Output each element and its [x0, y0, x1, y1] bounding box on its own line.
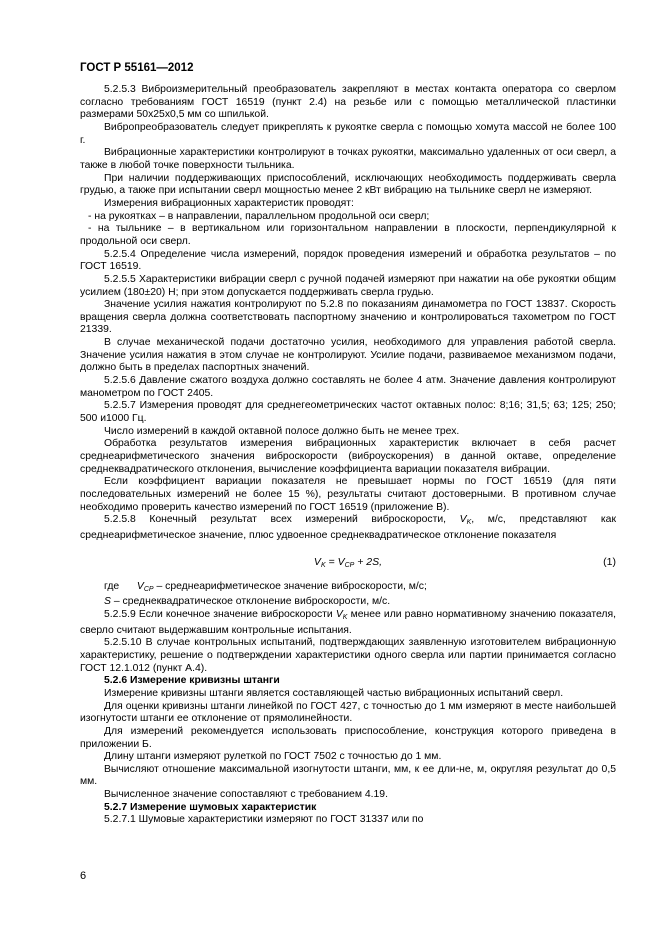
- paragraph: При наличии поддерживающих приспособлений, исключающих необходимость поддерживать сверла грудью, а также при испытании сверл мощностью менее 2 кВт вибрацию на тыльнике сверл не измеряют.: [80, 172, 616, 197]
- paragraph: 5.2.5.4 Определение числа измерений, порядок проведения измерений и обработка результатов – по ГОСТ 16519.: [80, 248, 616, 273]
- paragraph: Длину штанги измеряют рулеткой по ГОСТ 7502 с точностью до 1 мм.: [104, 751, 442, 763]
- definition-vcp: где $V_{CP}$ – среднеарифметическое значение виброскорости, м/с;: [104, 580, 427, 593]
- formula-1: [80, 551, 616, 575]
- formula-expression: $V_K = V_{CP} + 2S$,: [313, 555, 383, 569]
- paragraph: В случае механической подачи достаточно усилия, необходимого для управления работой сверла. Значение усилия нажатия в этом случае не контролируют. Усилие подачи, развиваемое механизмом подачи, должно быть в пределах паспортных значений.: [80, 337, 616, 374]
- formula-number: (1): [603, 555, 616, 568]
- paragraph: Вычисленное значение сопоставляют с требованием 4.19.: [104, 789, 388, 801]
- list-item: - на тыльнике – в вертикальном или горизонтальном направлении в плоскости, перпендикулярной к продольной оси сверл.: [80, 223, 616, 247]
- paragraph: Вибрационные характеристики контролируют в точках рукоятки, максимально удаленных от оси сверл, а также в любой точке поверхности тыльника.: [80, 147, 616, 171]
- paragraph-text: , м/с, представляют как среднеарифметическое значение, плюс удвоенное среднеквадратическое отклонение показателя: [80, 514, 616, 541]
- paragraph: 5.2.5.9 Если конечное значение виброскорости $V_K$ менее или равно нормативному значению показателя, сверло считают выдержавшим контрольные испытания.: [80, 608, 617, 636]
- list-item: - на рукоятках – в направлении, параллельном продольной оси сверл;: [88, 210, 430, 222]
- paragraph: Измерения вибрационных характеристик проводят:: [104, 197, 354, 209]
- definition-s: S – среднеквадратическое отклонение виброскорости, м/с.: [104, 596, 391, 608]
- formula-definitions: [80, 581, 616, 609]
- paragraph: Значение усилия нажатия контролируют по 5.2.8 по показаниям динамометра по ГОСТ 13837. Скорость вращения сверла должна соответствовать паспортному значению и контролироваться тахометром по ГОСТ 21339.: [80, 299, 616, 336]
- paragraph: 5.2.5.5 Характеристики вибрации сверл с ручной подачей измеряют при нажатии на обе рукоятки общим усилием (180±20) Н; при этом допускается поддерживать сверла грудью.: [80, 273, 616, 298]
- paragraph: 5.2.5.7 Измерения проводят для среднегеометрических частот октавных полос: 8;16; 31,5; 63; 125; 250; 500 и1000 Гц.: [80, 400, 616, 425]
- paragraph: Вычисляют отношение максимальной изогнутости штанги, мм, к ее дли-не, м, округляя результат до 0,5 мм.: [80, 763, 616, 788]
- page-number: 6: [80, 870, 87, 882]
- paragraph: Для оценки кривизны штанги линейкой по ГОСТ 427, с точностью до 1 мм измеряют в месте наибольшей изогнутости штанги ее отклонение от прямолинейности.: [80, 700, 616, 725]
- document-body: [80, 84, 616, 827]
- paragraph: 5.2.5.10 В случае контрольных испытаний, подтверждающих заявленную изготовителем вибрационную характеристику, решение о подтверждении характеристики одного сверла или партии принимается согласно ГОСТ 12.1.012 (пункт А.4).: [80, 637, 616, 674]
- paragraph: Вибропреобразователь следует прикреплять к рукоятке сверла с помощью хомута массой не более 100 г.: [80, 121, 616, 146]
- paragraph: 5.2.5.3 Виброизмерительный преобразователь закрепляют в местах контакта оператора со сверлом согласно требованиям ГОСТ 16519 (пункт 2.4) на резьбе или с помощью металлической пластинки размерами 50х25х0,5 мм со шпилькой.: [80, 84, 616, 121]
- paragraph: Если коэффициент вариации показателя не превышает нормы по ГОСТ 16519 (для пяти последовательных измерений не более 15 %), результаты считают достоверными. В противном случае необходимо проверить качество измерений по ГОСТ 16519 (приложение В).: [80, 476, 616, 513]
- paragraph: Измерение кривизны штанги является составляющей частью вибрационных испытаний сверл.: [104, 687, 564, 699]
- paragraph: Обработка результатов измерения вибрационных характеристик включает в себя расчет среднеарифметического значения виброскорости (виброускорения) в данной октаве, определение среднеквадратического отклонения, вычисление коэффициента вариации показателя вибрации.: [80, 438, 616, 475]
- page-header: ГОСТ Р 55161—2012: [80, 62, 194, 74]
- paragraph: 5.2.7.1 Шумовые характеристики измеряют по ГОСТ 31337 или по: [104, 814, 424, 826]
- paragraph-text: 5.2.5.8 Конечный результат всех измерений виброскорости,: [104, 514, 447, 526]
- vk-symbol: $V_K$: [459, 514, 472, 527]
- section-heading: 5.2.7 Измерение шумовых характеристик: [104, 801, 317, 813]
- paragraph: Число измерений в каждой октавной полосе должно быть не менее трех.: [104, 425, 460, 437]
- paragraph: Для измерений рекомендуется использовать приспособление, конструкция которого приведена в приложении Б.: [80, 725, 616, 750]
- paragraph: [80, 514, 616, 542]
- section-heading: 5.2.6 Измерение кривизны штанги: [104, 675, 280, 687]
- paragraph: 5.2.5.6 Давление сжатого воздуха должно составлять не более 4 атм. Значение давления контролируют манометром по ГОСТ 2405.: [80, 375, 616, 399]
